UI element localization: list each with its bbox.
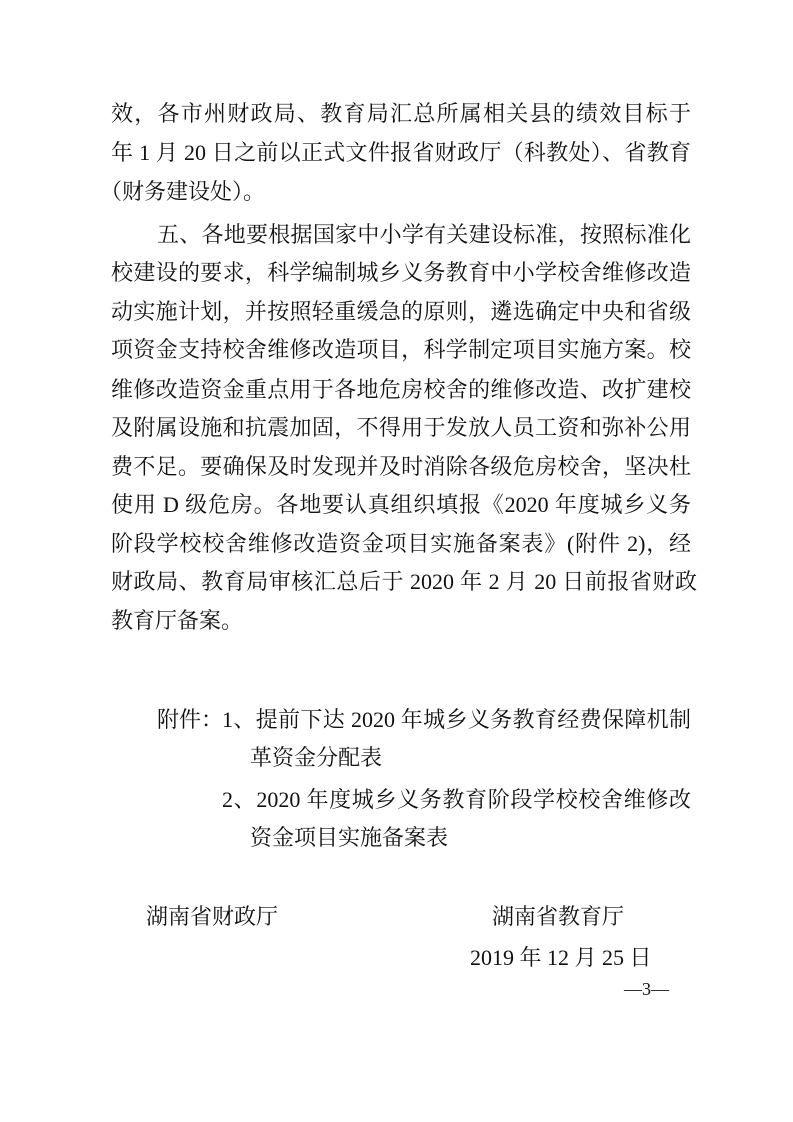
body-line: 五、各地要根据国家中小学有关建设标准，按照标准化	[157, 222, 691, 247]
body-line: 教育厅备案。	[111, 608, 244, 633]
attachment-1-line1: 1、提前下达 2020 年城乡义务教育经费保障机制	[222, 707, 691, 732]
body-line: 维修改造资金重点用于各地危房校舍的维修改造、改扩建校	[111, 377, 691, 402]
attachment-2-line2: 资金项目实施备案表	[250, 825, 449, 850]
attachment-2-line1: 2、2020 年度城乡义务教育阶段学校校舍维修改	[222, 787, 691, 812]
body-line: 校建设的要求，科学编制城乡义务教育中小学校舍维修改造	[111, 260, 691, 285]
body-line: 项资金支持校舍维修改造项目，科学制定项目实施方案。校	[111, 337, 691, 362]
body-line: 效，各市州财政局、教育局汇总所属相关县的绩效目标于	[111, 101, 691, 126]
body-line: （财务建设处）。	[100, 179, 266, 204]
page-number: —3—	[624, 979, 669, 999]
signature-date: 2019 年 12 月 25 日	[470, 945, 652, 970]
body-line: 费不足。要确保及时发现并及时消除各级危房校舍，坚决杜	[111, 454, 691, 479]
body-line: 及附属设施和抗震加固，不得用于发放人员工资和弥补公用	[111, 415, 691, 440]
body-line: 财政局、教育局审核汇总后于 2020 年 2 月 20 日前报省财政	[111, 569, 697, 594]
signature-right: 湖南省教育厅	[492, 904, 625, 929]
body-line: 动实施计划，并按照轻重缓急的原则，遴选确定中央和省级	[111, 299, 691, 324]
body-line: 年 1 月 20 日之前以正式文件报省财政厅（科教处）、省教育	[111, 140, 691, 165]
attachments-label: 附件：	[157, 707, 224, 732]
attachment-1-line2: 革资金分配表	[250, 745, 383, 770]
body-line: 使用 D 级危房。各地要认真组织填报《2020 年度城乡义务	[111, 492, 691, 517]
signature-left: 湖南省财政厅	[146, 904, 279, 929]
body-line: 阶段学校校舍维修改造资金项目实施备案表》(附件 2)，经	[111, 531, 691, 556]
